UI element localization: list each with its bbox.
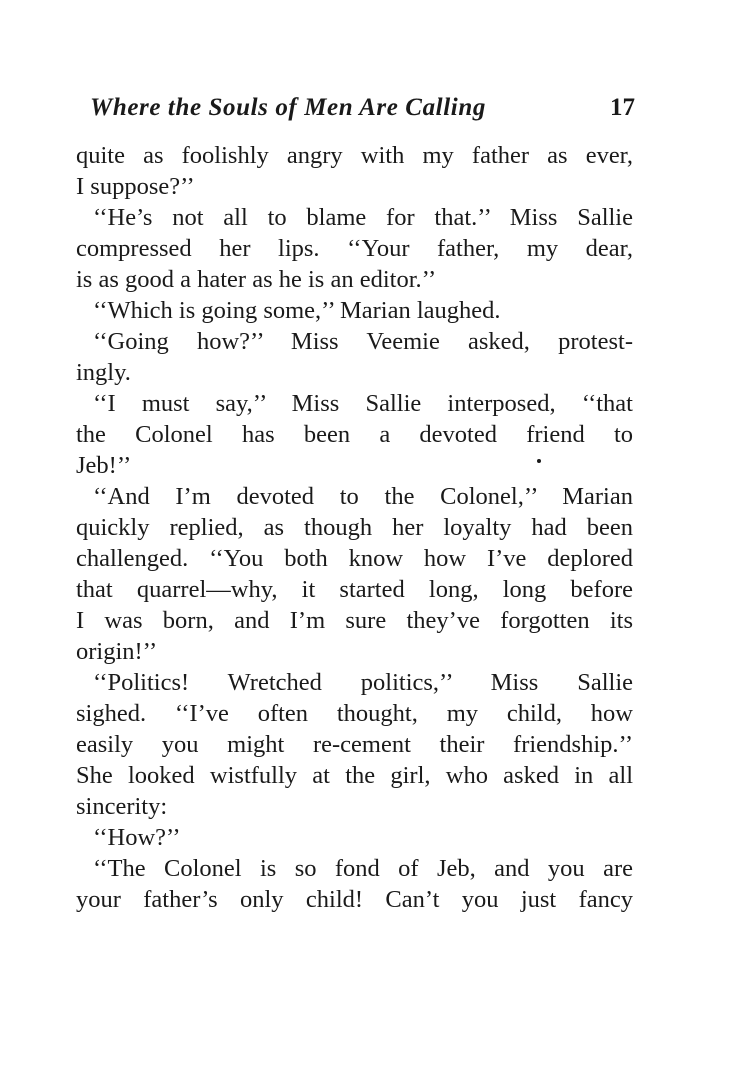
text-line: ‘‘How?’’ [93,824,181,851]
text-line: I was born, and I’m sure they’ve forgotten its [76,607,633,634]
text-line: ingly. [76,359,131,386]
running-title: Where the Souls of Men Are Calling [90,94,486,121]
text-line: I suppose?’’ [76,173,195,200]
page-number: 17 [610,94,635,121]
text-line: quite as foolishly angry with my father as ever, [76,142,633,169]
text-line: Jeb!’’ [76,452,132,479]
text-line: quickly replied, as though her loyalty had been [76,514,633,541]
text-line: that quarrel—why, it started long, long before [76,576,633,603]
text-line: ‘‘Going how?’’ Miss Veemie asked, protest- [93,328,633,355]
ink-speck [537,459,541,463]
text-line: challenged. ‘‘You both know how I’ve deplored [76,545,633,572]
text-line: sighed. ‘‘I’ve often thought, my child, how [76,700,633,727]
text-line: easily you might re-cement their friendship.’’ [76,731,633,758]
text-line: the Colonel has been a devoted friend to [76,421,633,448]
running-head [90,88,635,128]
text-line: She looked wistfully at the girl, who asked in all [76,762,633,789]
text-line: is as good a hater as he is an editor.’’ [76,266,437,293]
text-line: ‘‘The Colonel is so fond of Jeb, and you are [93,855,633,882]
text-line: origin!’’ [76,638,158,665]
text-line: ‘‘I must say,’’ Miss Sallie interposed, ‘‘that [93,390,633,417]
text-line: sincerity: [76,793,168,820]
text-line: ‘‘He’s not all to blame for that.’’ Miss Sallie [93,204,633,231]
body-text [76,140,633,915]
text-line: compressed her lips. ‘‘Your father, my dear, [76,235,633,262]
text-line: ‘‘Which is going some,’’ Marian laughed. [93,297,501,324]
text-line: ‘‘Politics! Wretched politics,’’ Miss Sallie [93,669,633,696]
text-line: your father’s only child! Can’t you just fancy [76,886,633,913]
text-line: ‘‘And I’m devoted to the Colonel,’’ Marian [93,483,633,510]
